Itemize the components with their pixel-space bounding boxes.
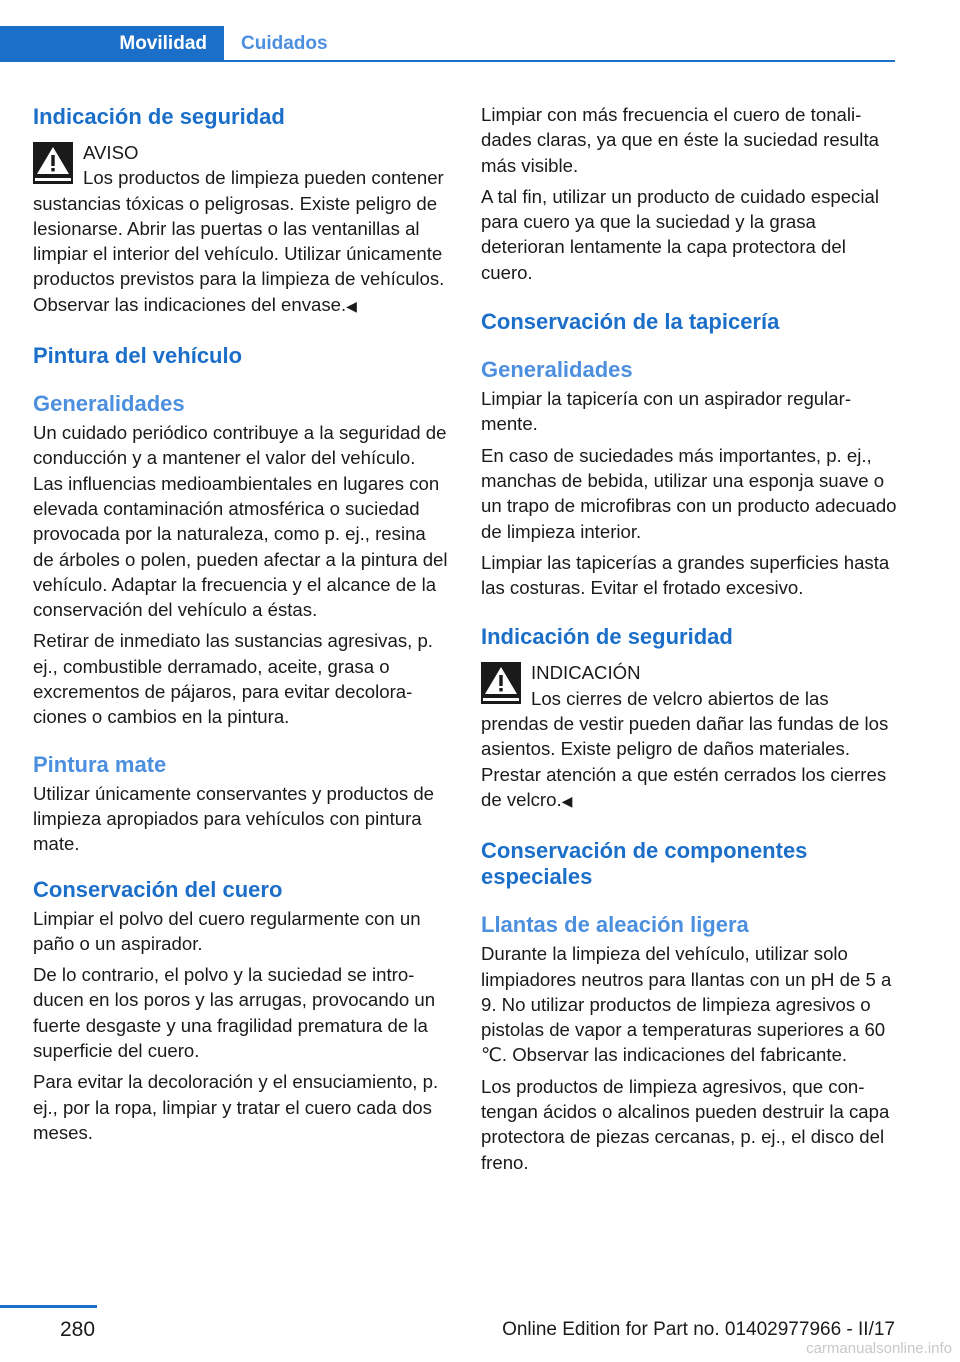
paragraph: Un cuidado periódico contribuye a la seguridad de conducción y a mantener el valor del vehículo. Las influencias medioambientales en lugares con elevada contaminación atmosférica o suciedad provocada por la naturaleza, como p. ej., resina de árboles o polen, pueden afectar a la pintura del vehículo. Adaptar la frecuencia y el alcance de la conservación del vehículo a éstas. — [33, 422, 448, 621]
paragraph: Retirar de inmediato las sustancias agresivas, p. ej., combustible derramado, aceite, grasa o excrementos de pájaros, para evitar decoloraciones o cambios en la pintura. — [33, 630, 433, 728]
end-mark-icon: ◀ — [561, 792, 573, 809]
right-column — [481, 100, 897, 1181]
warning-text: Los productos de limpieza pueden contener sustancias tóxicas o peligrosas. Existe peligro de lesionarse. Abrir las puertas o las ventanillas al limpiar el interior del vehículo. Utilizar únicamente productos previstos para la limpieza de vehículos. Observar las indicaciones del envase.◀ — [33, 167, 445, 315]
subheading-llantas: Llantas de aleación ligera — [481, 912, 749, 938]
warning-triangle-icon — [481, 662, 521, 704]
heading-conservacion-tapiceria: Conservación de la tapicería — [481, 309, 780, 335]
paragraph: Limpiar el polvo del cuero regularmente con un paño o un aspirador. — [33, 907, 421, 954]
watermark: carmanualsonline.info — [806, 1340, 952, 1357]
edition-info: Online Edition for Part no. 01402977966 - II/17 — [502, 1319, 895, 1340]
header-rule — [224, 60, 895, 62]
subheading-generalidades: Generalidades — [33, 391, 185, 417]
paragraph: De lo contrario, el polvo y la suciedad se introducen en los poros y las arrugas, provocando un fuerte desgaste y una fragilidad prematura de la superficie del cuero. — [33, 964, 436, 1062]
paragraph: Limpiar la tapicería con un aspirador regularmente. — [481, 388, 852, 435]
paragraph: Los productos de limpieza agresivos, que contengan ácidos o alcalinos pueden destruir la capa protectora de piezas cercanas, p. ej., el disco del freno. — [481, 1075, 890, 1173]
tab-cuidados[interactable]: Cuidados — [241, 33, 328, 54]
footer-rule — [0, 1305, 97, 1308]
warning-aviso — [33, 138, 449, 319]
subheading-generalidades: Generalidades — [481, 357, 633, 383]
tab-movilidad[interactable]: Movilidad — [0, 26, 224, 62]
heading-conservacion-cuero: Conservación del cuero — [33, 876, 283, 902]
heading-pintura-vehiculo: Pintura del vehículo — [33, 343, 243, 369]
heading-indicacion-seguridad: Indicación de seguridad — [481, 624, 733, 650]
heading-indicacion-seguridad: Indicación de seguridad — [33, 104, 285, 129]
header-bar — [0, 0, 895, 62]
paragraph: A tal fin, utilizar un producto de cuidado especial para cuero ya que la suciedad y la grasa deterioran lentamente la capa protectora del cuero. — [481, 185, 879, 283]
paragraph: Limpiar con más frecuencia el cuero de tonalidades claras, ya que en éste la suciedad resulta más visible. — [481, 104, 879, 176]
paragraph: En caso de suciedades más importantes, p. ej., manchas de bebida, utilizar una esponja suave o un trapo de microfibras con un producto adecuado de limpieza interior. — [481, 444, 897, 542]
page-number: 280 — [60, 1318, 96, 1341]
warning-label: INDICACIÓN — [531, 662, 641, 684]
subheading-pintura-mate: Pintura mate — [33, 751, 167, 777]
warning-triangle-icon — [33, 142, 73, 184]
end-mark-icon: ◀ — [346, 297, 357, 314]
warning-text: Los cierres de velcro abiertos de las prendas de vestir pueden dañar las fundas de los asientos. Existe peligro de daños materiales. Prestar atención a que estén cerrados los cierres de velcro.◀ — [481, 687, 889, 810]
heading-conservacion-componentes: Conservación de componentes especiales — [481, 838, 808, 890]
warning-label: AVISO — [83, 142, 139, 163]
warning-indicacion — [481, 658, 897, 814]
paragraph: Utilizar únicamente conservantes y productos de limpieza apropiados para vehículos con pintura mate. — [33, 782, 435, 855]
left-column — [33, 100, 449, 1151]
paragraph: Durante la limpieza del vehículo, utilizar solo limpiadores neutros para llantas con un pH de 5 a 9. No utilizar productos de limpieza agresivos o pistolas de vapor a temperaturas superiores a 60 ℃. Observar las indicaciones del fabricante. — [481, 943, 892, 1066]
paragraph: Limpiar las tapicerías a grandes superficies hasta las costuras. Evitar el frotado excesivo. — [481, 551, 890, 599]
paragraph: Para evitar la decoloración y el ensuciamiento, p. ej., por la ropa, limpiar y tratar el cuero cada dos meses. — [33, 1071, 439, 1143]
